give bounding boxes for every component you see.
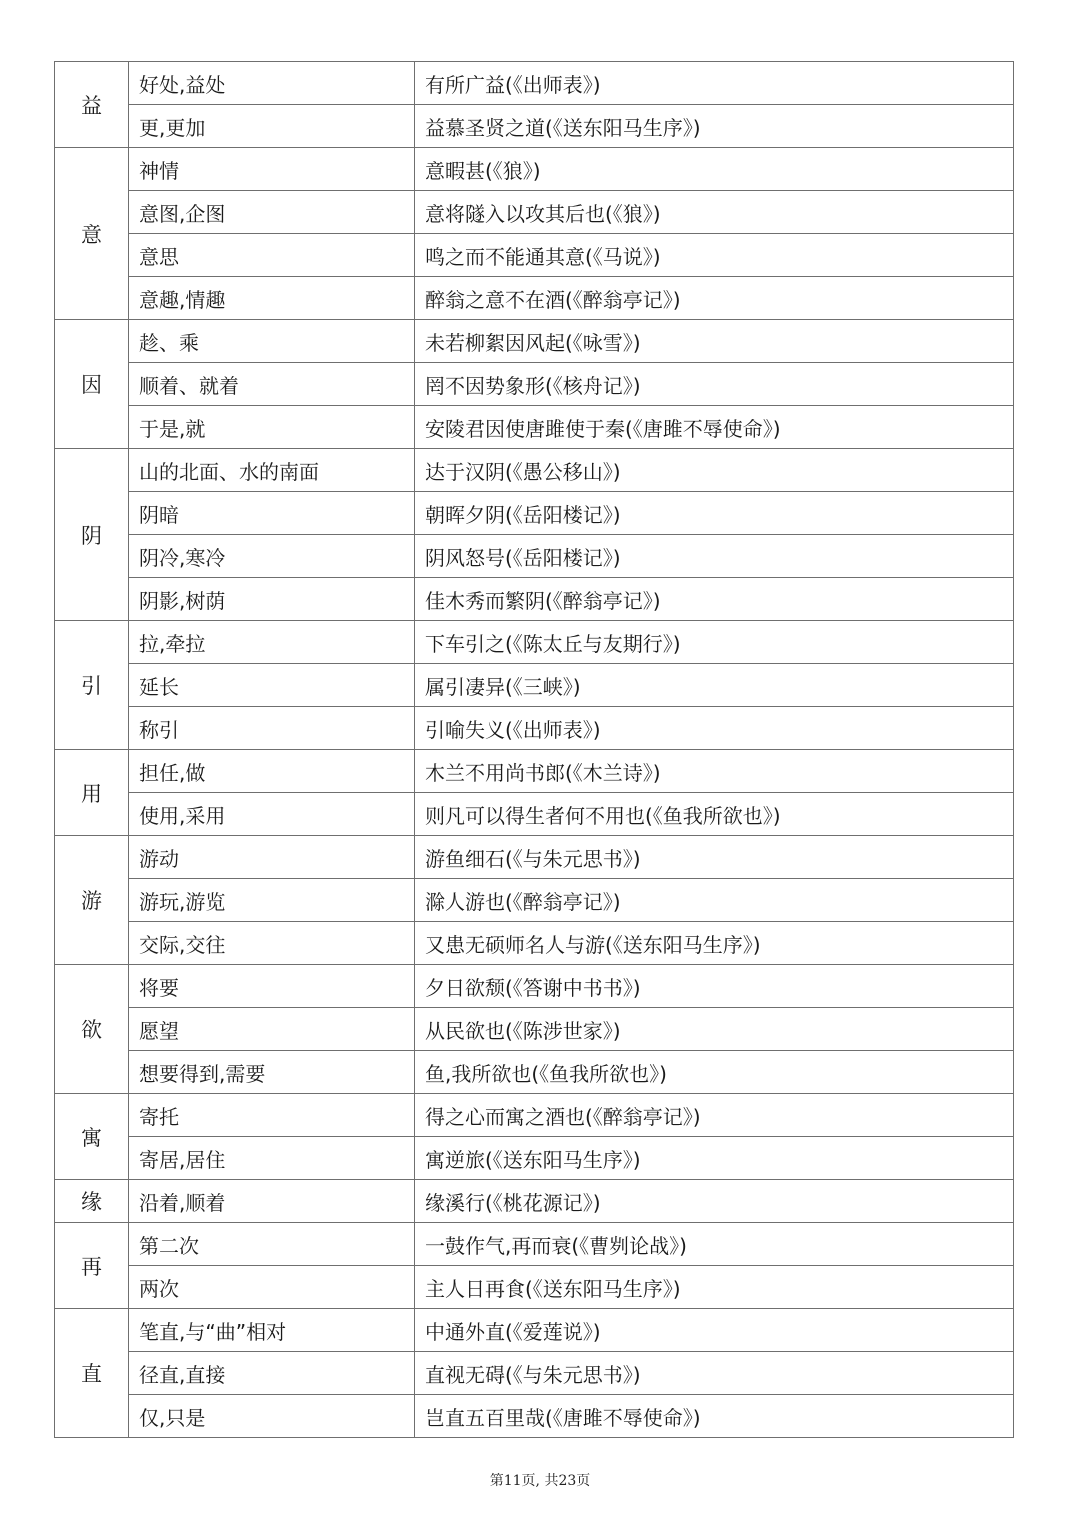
vocabulary-table — [54, 61, 1014, 1438]
table-row — [55, 836, 1014, 879]
meaning-cell: 笔直,与“曲”相对 — [129, 1309, 415, 1352]
table-row — [55, 62, 1014, 105]
example-cell: 得之心而寓之酒也(《醉翁亭记》) — [415, 1094, 1014, 1137]
meaning-cell: 意图,企图 — [129, 191, 415, 234]
table-row — [55, 750, 1014, 793]
headword-cell: 阴 — [55, 449, 129, 621]
meaning-cell: 游动 — [129, 836, 415, 879]
meaning-cell: 两次 — [129, 1266, 415, 1309]
table-row — [55, 664, 1014, 707]
meaning-cell: 担任,做 — [129, 750, 415, 793]
table-row — [55, 879, 1014, 922]
table-row — [55, 105, 1014, 148]
example-cell: 醉翁之意不在酒(《醉翁亭记》) — [415, 277, 1014, 320]
meaning-cell: 游玩,游览 — [129, 879, 415, 922]
example-cell: 夕日欲颓(《答谢中书书》) — [415, 965, 1014, 1008]
example-cell: 益慕圣贤之道(《送东阳马生序》) — [415, 105, 1014, 148]
example-cell: 又患无硕师名人与游(《送东阳马生序》) — [415, 922, 1014, 965]
table-row — [55, 1352, 1014, 1395]
meaning-cell: 径直,直接 — [129, 1352, 415, 1395]
example-cell: 未若柳絮因风起(《咏雪》) — [415, 320, 1014, 363]
table-row — [55, 234, 1014, 277]
table-row — [55, 1266, 1014, 1309]
example-cell: 游鱼细石(《与朱元思书》) — [415, 836, 1014, 879]
page-number: 第11页, 共23页 — [489, 1473, 591, 1489]
example-cell: 从民欲也(《陈涉世家》) — [415, 1008, 1014, 1051]
meaning-cell: 好处,益处 — [129, 62, 415, 105]
meaning-cell: 想要得到,需要 — [129, 1051, 415, 1094]
example-cell: 直视无碍(《与朱元思书》) — [415, 1352, 1014, 1395]
meaning-cell: 于是,就 — [129, 406, 415, 449]
example-cell: 达于汉阴(《愚公移山》) — [415, 449, 1014, 492]
example-cell: 缘溪行(《桃花源记》) — [415, 1180, 1014, 1223]
meaning-cell: 称引 — [129, 707, 415, 750]
example-cell: 意将隧入以攻其后也(《狼》) — [415, 191, 1014, 234]
table-row — [55, 535, 1014, 578]
table-row — [55, 148, 1014, 191]
table-row — [55, 578, 1014, 621]
meaning-cell: 将要 — [129, 965, 415, 1008]
table-row — [55, 621, 1014, 664]
table-row — [55, 363, 1014, 406]
table-row — [55, 1137, 1014, 1180]
table-row — [55, 1180, 1014, 1223]
meaning-cell: 沿着,顺着 — [129, 1180, 415, 1223]
meaning-cell: 顺着、就着 — [129, 363, 415, 406]
example-cell: 鱼,我所欲也(《鱼我所欲也》) — [415, 1051, 1014, 1094]
example-cell: 滁人游也(《醉翁亭记》) — [415, 879, 1014, 922]
table-row — [55, 1395, 1014, 1438]
meaning-cell: 阴影,树荫 — [129, 578, 415, 621]
meaning-cell: 意思 — [129, 234, 415, 277]
example-cell: 属引凄异(《三峡》) — [415, 664, 1014, 707]
meaning-cell: 阴冷,寒冷 — [129, 535, 415, 578]
meaning-cell: 使用,采用 — [129, 793, 415, 836]
example-cell: 阴风怒号(《岳阳楼记》) — [415, 535, 1014, 578]
meaning-cell: 更,更加 — [129, 105, 415, 148]
vocabulary-table-body — [55, 62, 1014, 1438]
example-cell: 鸣之而不能通其意(《马说》) — [415, 234, 1014, 277]
example-cell: 寓逆旅(《送东阳马生序》) — [415, 1137, 1014, 1180]
meaning-cell: 延长 — [129, 664, 415, 707]
meaning-cell: 神情 — [129, 148, 415, 191]
table-row — [55, 922, 1014, 965]
table-row — [55, 449, 1014, 492]
headword-cell: 意 — [55, 148, 129, 320]
example-cell: 主人日再食(《送东阳马生序》) — [415, 1266, 1014, 1309]
example-cell: 则凡可以得生者何不用也(《鱼我所欲也》) — [415, 793, 1014, 836]
table-row — [55, 1309, 1014, 1352]
table-row — [55, 1008, 1014, 1051]
table-row — [55, 793, 1014, 836]
table-row — [55, 277, 1014, 320]
example-cell: 木兰不用尚书郎(《木兰诗》) — [415, 750, 1014, 793]
example-cell: 引喻失义(《出师表》) — [415, 707, 1014, 750]
headword-cell: 寓 — [55, 1094, 129, 1180]
table-row — [55, 191, 1014, 234]
table-row — [55, 965, 1014, 1008]
headword-cell: 欲 — [55, 965, 129, 1094]
example-cell: 一鼓作气,再而衰(《曹刿论战》) — [415, 1223, 1014, 1266]
meaning-cell: 意趣,情趣 — [129, 277, 415, 320]
meaning-cell: 拉,牵拉 — [129, 621, 415, 664]
example-cell: 意暇甚(《狼》) — [415, 148, 1014, 191]
example-cell: 岂直五百里哉(《唐雎不辱使命》) — [415, 1395, 1014, 1438]
example-cell: 安陵君因使唐雎使于秦(《唐雎不辱使命》) — [415, 406, 1014, 449]
table-row — [55, 1094, 1014, 1137]
table-row — [55, 406, 1014, 449]
headword-cell: 用 — [55, 750, 129, 836]
headword-cell: 直 — [55, 1309, 129, 1438]
headword-cell: 因 — [55, 320, 129, 449]
example-cell: 朝晖夕阴(《岳阳楼记》) — [415, 492, 1014, 535]
headword-cell: 再 — [55, 1223, 129, 1309]
headword-cell: 益 — [55, 62, 129, 148]
headword-cell: 缘 — [55, 1180, 129, 1223]
table-row — [55, 1051, 1014, 1094]
example-cell: 中通外直(《爱莲说》) — [415, 1309, 1014, 1352]
table-row — [55, 707, 1014, 750]
example-cell: 佳木秀而繁阴(《醉翁亭记》) — [415, 578, 1014, 621]
meaning-cell: 愿望 — [129, 1008, 415, 1051]
headword-cell: 引 — [55, 621, 129, 750]
meaning-cell: 寄托 — [129, 1094, 415, 1137]
meaning-cell: 山的北面、水的南面 — [129, 449, 415, 492]
table-row — [55, 492, 1014, 535]
meaning-cell: 趁、乘 — [129, 320, 415, 363]
meaning-cell: 仅,只是 — [129, 1395, 415, 1438]
table-row — [55, 1223, 1014, 1266]
meaning-cell: 阴暗 — [129, 492, 415, 535]
meaning-cell: 第二次 — [129, 1223, 415, 1266]
table-row — [55, 320, 1014, 363]
example-cell: 罔不因势象形(《核舟记》) — [415, 363, 1014, 406]
headword-cell: 游 — [55, 836, 129, 965]
meaning-cell: 交际,交往 — [129, 922, 415, 965]
meaning-cell: 寄居,居住 — [129, 1137, 415, 1180]
example-cell: 下车引之(《陈太丘与友期行》) — [415, 621, 1014, 664]
example-cell: 有所广益(《出师表》) — [415, 62, 1014, 105]
